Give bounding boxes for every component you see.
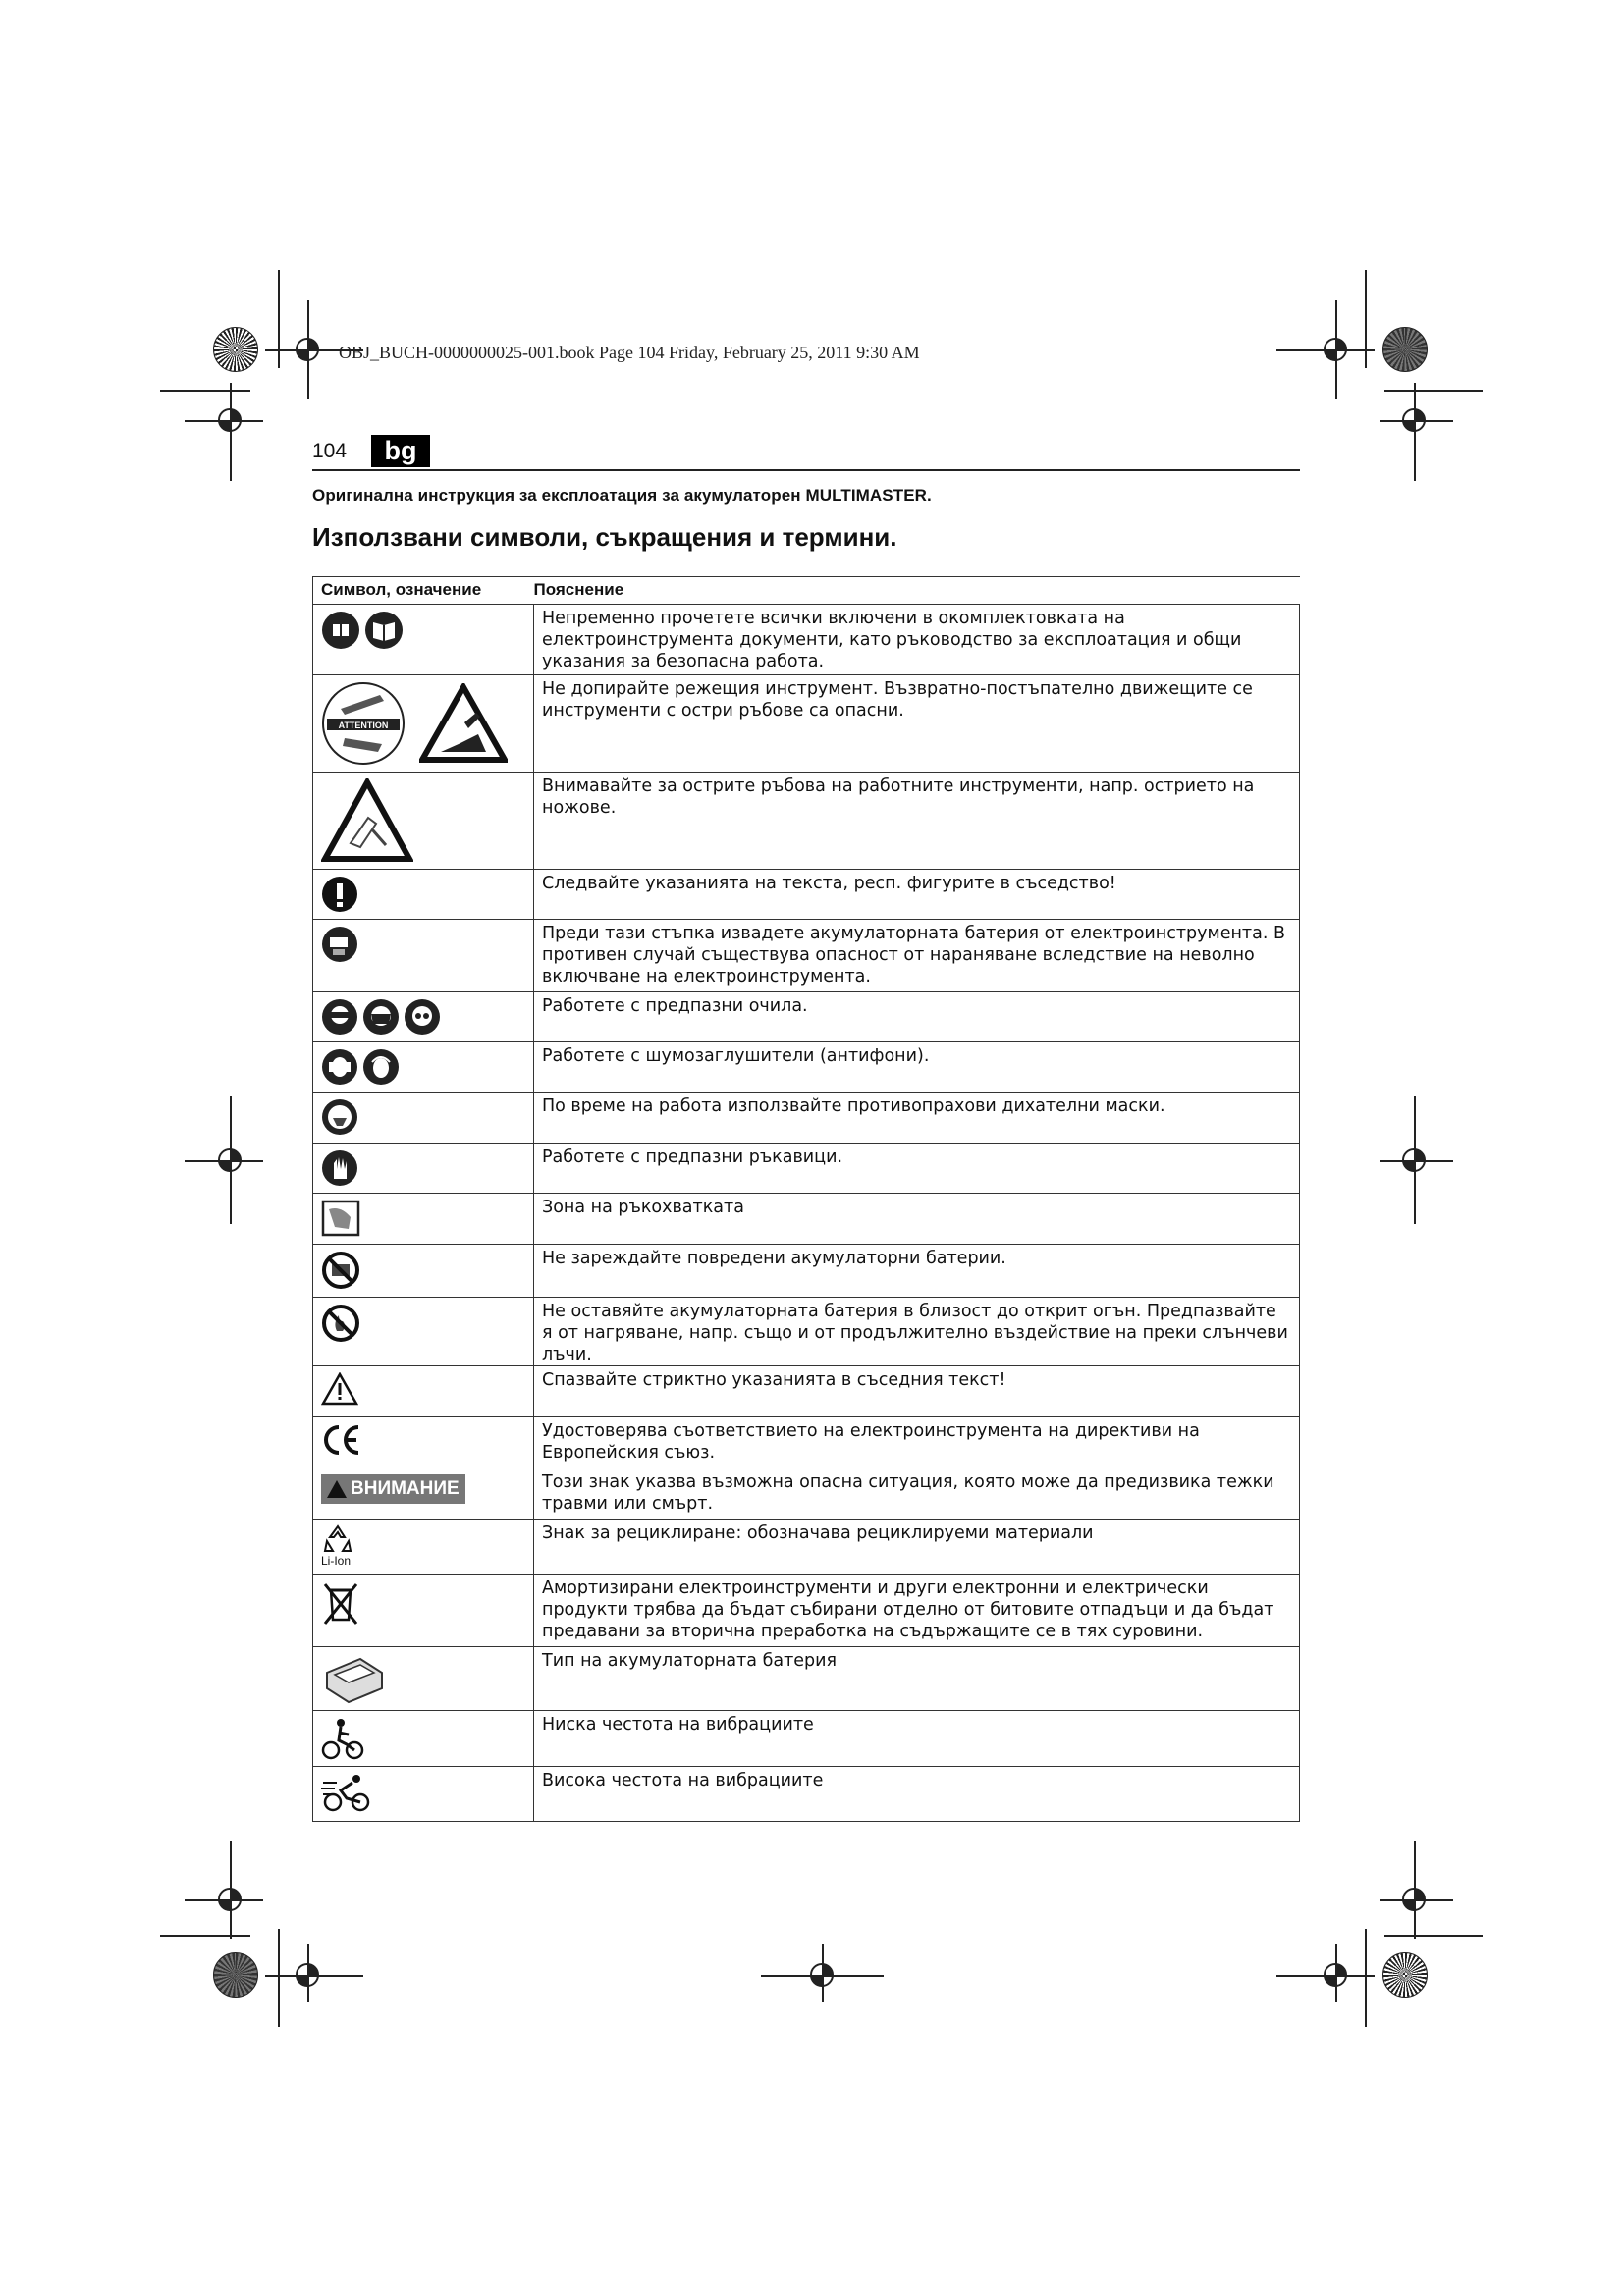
no-charging-damaged-battery-icon [321, 1251, 360, 1290]
symbols-table [312, 576, 1300, 1822]
row-description: Преди тази стъпка извадете акумулаторната батерия от електроинструмента. В противен случай съществува опасност от нараняване вследствие на неволно включване на електроинструмента. [542, 924, 1285, 987]
attention-sharp-tool-icon [321, 681, 406, 766]
table-row [313, 1366, 1300, 1417]
row-description: Внимавайте за острите ръбова на работните инструменти, напр. острието на ножове. [542, 776, 1255, 818]
registration-mark [292, 334, 323, 365]
row-description: Спазвайте стриктно указанията в съседния текст! [542, 1370, 1006, 1390]
table-header-row [313, 577, 1300, 605]
dust-mask-icon [321, 1098, 358, 1136]
registration-mark [1398, 404, 1430, 436]
svg-text:ATTENTION: ATTENTION [338, 721, 389, 730]
table-row [313, 1520, 1300, 1575]
table-row [313, 992, 1300, 1042]
exclamation-icon [321, 876, 358, 913]
row-description: Не зареждайте повредени акумулаторни батерии. [542, 1249, 1006, 1268]
row-description: Амортизирани електроинструменти и други електронни и електрически продукти трябва да бъдат събирани отделно от битовите отпадъци и да бъдат предавани за вторична преработка на съдържащите се в тях суровини. [542, 1578, 1274, 1641]
table-row [313, 1144, 1300, 1194]
cyclist-slow-icon [321, 1717, 364, 1760]
registration-mark [292, 1959, 323, 1991]
row-description: Следвайте указанията на текста, респ. фигурите в съседство! [542, 874, 1116, 893]
safety-glasses-icon [404, 998, 441, 1036]
book-info: OBJ_BUCH-0000000025-001.book Page 104 Friday, February 25, 2011 9:30 AM [339, 343, 920, 362]
section-title: Използвани символи, съкращения и термини. [312, 522, 897, 552]
table-row [313, 1647, 1300, 1711]
col1-header: Символ, означение [313, 577, 534, 605]
no-fire-battery-icon [321, 1304, 360, 1343]
grip-area-icon [321, 1200, 360, 1237]
rosette-mark [1382, 1952, 1428, 1998]
warning-triangle-icon [327, 1480, 347, 1498]
table-row [313, 920, 1300, 992]
table-row [313, 1245, 1300, 1298]
book-icon [364, 611, 404, 650]
row-description: Работете с шумозаглушители (антифони). [542, 1046, 930, 1066]
ear-protection-icon [321, 1048, 358, 1086]
warning-sharp-edges-icon [321, 778, 413, 863]
warning-badge-label: ВНИМАНИЕ [351, 1478, 460, 1499]
registration-mark [1398, 1884, 1430, 1915]
row-description: Знак за рециклиране: обозначава рециклируеми материали [542, 1523, 1094, 1543]
rosette-mark [213, 1952, 258, 1998]
table-row [313, 1417, 1300, 1468]
recycling-li-ion-icon [321, 1523, 354, 1555]
table-row [313, 1575, 1300, 1647]
registration-mark [214, 1145, 245, 1176]
table-row [313, 675, 1300, 773]
row-description: Непременно прочетете всички включени в окомплектовката на електроинструмента документи, като ръководство за експлоатация и общи указания за безопасна работа. [542, 609, 1242, 671]
registration-mark [1320, 334, 1351, 365]
header-rule [312, 469, 1300, 471]
row-description: Този знак указва възможна опасна ситуация, която може да предизвика тежки травми или смърт. [542, 1472, 1274, 1514]
table-row [313, 605, 1300, 675]
rosette-mark [1382, 327, 1428, 372]
crossed-bin-icon [321, 1580, 360, 1628]
remove-battery-icon [321, 926, 358, 963]
table-row [313, 870, 1300, 920]
registration-mark [806, 1959, 838, 1991]
table-row [313, 1093, 1300, 1144]
table-row [313, 1767, 1300, 1822]
read-manual-icon [321, 611, 360, 650]
row-description: Висока честота на вибрациите [542, 1771, 824, 1790]
page-number: 104 [312, 440, 348, 462]
row-description: Удостоверява съответствието на електроинструмента на директиви на Европейския съюз. [542, 1421, 1200, 1463]
warning-badge [321, 1474, 465, 1504]
table-row [313, 1194, 1300, 1245]
registration-mark [214, 1884, 245, 1915]
recycle-label: Li-Ion [321, 1554, 352, 1568]
rosette-mark [213, 327, 258, 372]
registration-mark [1320, 1959, 1351, 1991]
gloves-icon [321, 1149, 358, 1187]
warning-blade-icon [419, 683, 508, 764]
row-description: Не допирайте режещия инструмент. Възвратно-постъпателно движещите се инструменти с остри ръбове са опасни. [542, 679, 1253, 721]
table-row [313, 773, 1300, 870]
table-row [313, 1468, 1300, 1520]
goggles-icon [321, 998, 358, 1036]
col2-header: Пояснение [534, 577, 1300, 605]
ce-mark-icon [321, 1423, 364, 1457]
ear-muffs-icon [362, 1048, 400, 1086]
table-row [313, 1298, 1300, 1366]
row-description: Зона на ръкохватката [542, 1198, 744, 1217]
face-shield-icon [362, 998, 400, 1036]
language-badge: bg [371, 435, 430, 467]
row-description: Работете с предпазни очила. [542, 996, 808, 1016]
row-description: Не оставяйте акумулаторната батерия в близост до открит огън. Предпазвайте я от нагряване, напр. също и от продължително въздействие на преки слънчеви лъчи. [542, 1302, 1288, 1364]
row-description: Ниска честота на вибрациите [542, 1715, 814, 1735]
registration-mark [1398, 1145, 1430, 1176]
row-description: По време на работа използвайте противопрахови дихателни маски. [542, 1096, 1165, 1116]
table-row [313, 1042, 1300, 1093]
battery-pack-icon [321, 1653, 386, 1704]
table-row [313, 1711, 1300, 1767]
row-description: Работете с предпазни ръкавици. [542, 1148, 843, 1167]
warning-triangle-icon [321, 1372, 358, 1406]
cyclist-fast-icon [321, 1773, 374, 1812]
document-subtitle: Оригинална инструкция за експлоатация за акумулаторен MULTIMASTER. [312, 486, 932, 505]
row-description: Тип на акумулаторната батерия [542, 1651, 838, 1671]
registration-mark [214, 404, 245, 436]
